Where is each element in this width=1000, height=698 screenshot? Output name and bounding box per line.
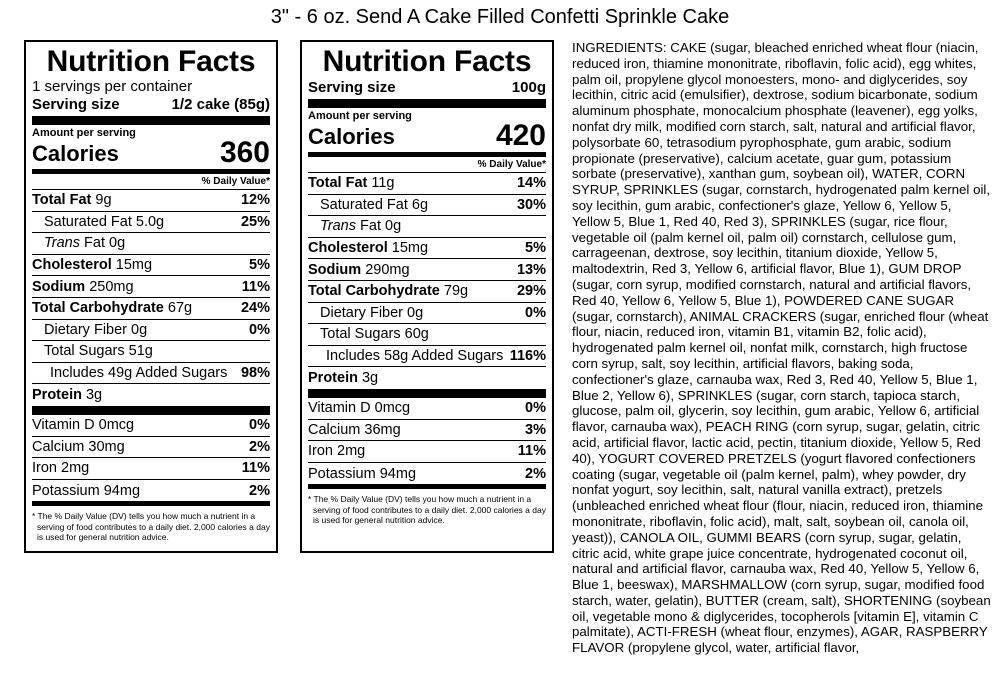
nutrient-dv: 5% xyxy=(525,240,546,257)
iron-row xyxy=(32,458,270,480)
nutrient-dv: 116% xyxy=(509,348,546,365)
nutrient-amount: 0g xyxy=(109,235,126,252)
amount-per-serving: Amount per serving xyxy=(308,110,412,122)
protein-row xyxy=(308,367,546,389)
serving-size-label: Serving size xyxy=(32,96,120,113)
divider-thick xyxy=(32,406,270,415)
nutrient-dv: 3% xyxy=(525,421,546,438)
nutrient-amount: 6g xyxy=(411,196,429,213)
total-carbohydrate-row xyxy=(308,281,546,303)
added-sugars-row xyxy=(308,346,546,368)
potassium-row xyxy=(32,480,270,502)
nutrient-label: Saturated Fat xyxy=(44,213,132,230)
nutrient-dv: 98% xyxy=(240,365,270,382)
nutrient-label: Includes 49g Added Sugars xyxy=(50,365,228,382)
page-title: 3" - 6 oz. Send A Cake Filled Confetti Sprinkle Cake xyxy=(270,6,730,28)
nutrient-label: Total Carbohydrate xyxy=(32,300,164,317)
potassium-row xyxy=(308,463,546,485)
serving-size-label: Serving size xyxy=(308,79,396,96)
nutrient-label: Potassium xyxy=(32,482,100,499)
divider-thick xyxy=(308,389,546,398)
nutrient-dv: 11% xyxy=(241,460,270,477)
nutrient-amount: 0g xyxy=(407,304,424,321)
total-sugars-row xyxy=(308,324,546,346)
nutrient-amount: 30mg xyxy=(88,438,125,455)
saturated-fat-row xyxy=(308,195,546,217)
nutrient-label: Total Carbohydrate xyxy=(308,283,440,300)
nutrient-label: Total Sugars xyxy=(320,326,401,343)
nutrient-label: Dietary Fiber xyxy=(44,321,127,338)
nutrient-amount: 9g xyxy=(95,192,112,209)
nutrient-amount: 15mg xyxy=(115,257,153,274)
servings-per-container: 1 servings per container xyxy=(32,78,193,95)
cholesterol-row xyxy=(32,255,270,277)
nutrient-amount: 250mg xyxy=(89,278,134,295)
nutrient-amount: 5.0g xyxy=(135,213,165,230)
trans-fat-row xyxy=(308,216,546,238)
nutrient-label: Cholesterol xyxy=(32,257,112,274)
nutrient-dv: 13% xyxy=(516,261,546,278)
serving-size-value: 1/2 cake (85g) xyxy=(171,96,270,113)
nutrient-dv: 0% xyxy=(525,304,546,321)
nutrient-label: Total Fat xyxy=(308,175,368,192)
nutrient-amount: 94mg xyxy=(379,465,417,482)
nutrient-label: Saturated Fat xyxy=(320,196,408,213)
total-fat-row xyxy=(308,173,546,195)
sodium-row xyxy=(308,259,546,281)
nutrient-label: Sodium xyxy=(32,278,86,295)
ingredients-text: INGREDIENTS: CAKE (sugar, bleached enriched wheat flour (niacin, reduced iron, thiamine mononitrate, riboflavin, folic acid), egg whites, palm oil, propylene glycol monoesters, mono- and diglycerides, soy lecithin, citric acid (emulsifier), dextrose, sodium bicarbonate, sodium aluminum phosphate, monocalcium phosphate (leavener), egg yolks, nonfat dry milk, modified corn starch, salt, natural and artificial flavor, polysorbate 60, tetrasodium pyrophosphate, gum arabic, sodium propionate (preservative), calcium acetate, guar gum, potassium sorbate (preservative), xanthan gum, soybean oil), WATER, CORN SYRUP, SPRINKLES (sugar, cornstarch, hydrogenated palm kernel oil, soy lecithin, gum arabic, confectioner's glaze, Yellow 6, Yellow 5, Yellow 5, Blue 1, Red 40, Red 3), SPRINKLES (sugar, rice flour, vegetable oil (palm kernel oil, palm oil) cornstarch, cellulose gum, carrageenan, dextrose, soy lecithin, titanium dioxide, Yellow 5, maltodextrin, Red 3, Yellow 6, artificial flavor, Blue 1), GUM DROP (sugar, corn syrup, modified cornstarch, natural and artificial flavors, Red 40, Yellow 6, Yellow 5, Blue 1), POWDERED CANE SUGAR (sugar, cornstarch), ANIMAL CRACKERS (sugar, enriched flour (wheat flour, niacin, reduced iron, vitamin B1, vitamin B2, folic acid), hydrogenated palm kernel oil, nonfat milk, cornstarch, high fructose corn syrup, salt, soy lecithin, artificial flavors, baking soda, confectioner's glaze, carnauba wax, Red 3, Red 40, Yellow 5, Blue 1, Blue 2, Yellow 6), SPRINKLES (sugar, corn starch, tapioca starch, glucose, palm oil, glycerin, soy lecithin, gum arabic, Yellow 6, artificial flavor, carnauba wax), PEACH RING (corn syrup, sugar, gelatin, citric acid, artificial flavor, lactic acid, pectin, titanium dioxide, Yellow 5, Red 40), YOGURT COVERED PRETZELS (yogurt flavored confectioners coating (sugar, vegetable oil (palm kernel, palm), whey powder, dry nonfat yogurt, soy lecithin, salt, natural vanilla extract), pretzels (unbleached enriched wheat flour (flour, niacin, reduced iron, thiamine mononitrate, riboflavin, folic acid), malt, salt, soybean oil, canola oil, yeast)), CANOLA OIL, GUMMI BEARS (corn syrup, sugar, gelatin, citric acid, white grape juice concentrate, hydrogenated coconut oil, natural and artificial flavor, carnauba wax, Red 40, Yellow 5, Yellow 6, Blue 1, beeswax), MARSHMALLOW (corn syrup, sugar, modified food starch, water, gelatin), BUTTER (cream, salt), SHORTENING (soybean oil, vegetable mono & diglycerides, tocopherols [vitamin E], vitamin C palmitate), ACTI-FRESH (wheat flour, enzymes), AGAR, RASPBERRY FLAVOR (propylene glycol, water, artificial flavor, xyxy=(572,40,991,656)
nutrient-dv: 2% xyxy=(249,482,270,499)
nutrient-label: Fat xyxy=(80,235,105,252)
nutrient-dv: 11% xyxy=(517,443,546,460)
footnote-divider xyxy=(308,484,546,526)
nutrient-label: Dietary Fiber xyxy=(320,304,403,321)
nutrient-label: Potassium xyxy=(308,465,376,482)
nutrient-label: Cholesterol xyxy=(308,240,388,257)
nutrient-amount: 51g xyxy=(128,343,153,360)
nutrient-amount: 11g xyxy=(371,175,395,192)
nutrient-dv: 2% xyxy=(525,465,546,482)
nutrient-label-italic: Trans xyxy=(44,235,80,252)
calories-row xyxy=(308,119,546,152)
nutrient-amount: 2mg xyxy=(61,460,90,477)
nutrient-amount: 79g xyxy=(443,283,469,300)
daily-value-header: % Daily Value* xyxy=(308,157,546,173)
total-sugars-row xyxy=(32,341,270,363)
trans-fat-row xyxy=(32,233,270,255)
nutrient-dv: 29% xyxy=(516,283,546,300)
nutrient-label: Total Sugars xyxy=(44,343,125,360)
calories-value: 420 xyxy=(495,119,546,152)
nutrient-label: Iron xyxy=(308,443,333,460)
calcium-row xyxy=(308,420,546,442)
nutrient-amount: 0g xyxy=(385,218,402,235)
protein-row xyxy=(32,384,270,406)
total-carbohydrate-row xyxy=(32,298,270,320)
nutrient-amount: 2mg xyxy=(337,443,366,460)
nutrient-label-italic: Trans xyxy=(320,218,356,235)
nutrient-label: Calcium xyxy=(308,421,361,438)
calories-row xyxy=(32,136,270,169)
nutrient-dv: 24% xyxy=(240,300,270,317)
nutrient-amount: 0g xyxy=(131,321,148,338)
nutrient-dv: 2% xyxy=(249,438,270,455)
added-sugars-row xyxy=(32,363,270,385)
nutrient-label: Protein xyxy=(308,370,358,387)
vitamin-d-row xyxy=(308,398,546,420)
amount-per-serving: Amount per serving xyxy=(32,127,136,139)
nutrient-label: Vitamin D xyxy=(32,417,95,434)
nutrient-label: Total Fat xyxy=(32,192,92,209)
nutrient-amount: 94mg xyxy=(103,482,141,499)
footnote-divider xyxy=(32,501,270,543)
nutrient-amount: 60g xyxy=(404,326,429,343)
calories-label: Calories xyxy=(308,124,395,149)
nutrient-label: Vitamin D xyxy=(308,400,371,417)
nutrient-label: Fat xyxy=(356,218,381,235)
nutrient-dv: 14% xyxy=(516,175,546,192)
calcium-row xyxy=(32,437,270,459)
nutrition-label-2 xyxy=(300,40,554,553)
nutrient-amount: 0mcg xyxy=(98,417,135,434)
nutrition-label-1 xyxy=(24,40,278,553)
sodium-row xyxy=(32,276,270,298)
nutrient-label: Protein xyxy=(32,387,82,404)
nutrient-amount: 3g xyxy=(361,370,379,387)
nutrient-label: Iron xyxy=(32,460,57,477)
nutrient-dv: 25% xyxy=(240,213,270,230)
nutrient-dv: 0% xyxy=(249,417,270,434)
nutrient-amount: 15mg xyxy=(391,240,429,257)
cholesterol-row xyxy=(308,238,546,260)
dietary-fiber-row xyxy=(308,303,546,325)
iron-row xyxy=(308,441,546,463)
nutrient-amount: 0mcg xyxy=(374,400,411,417)
nutrient-amount: 67g xyxy=(167,300,193,317)
serving-size-value: 100g xyxy=(511,79,546,96)
daily-value-footnote: * The % Daily Value (DV) tells you how much a nutrient in a serving of food contributes to a daily diet. 2,000 calories a day is used for general nutrition advice. xyxy=(308,494,546,526)
dietary-fiber-row xyxy=(32,320,270,342)
nutrient-dv: 0% xyxy=(249,321,270,338)
nutrient-dv: 30% xyxy=(516,196,546,213)
vitamin-d-row xyxy=(32,415,270,437)
calories-label: Calories xyxy=(32,141,119,166)
saturated-fat-row xyxy=(32,212,270,234)
nutrient-label: Includes 58g Added Sugars xyxy=(326,348,504,365)
divider-thick xyxy=(32,116,270,125)
daily-value-footnote: * The % Daily Value (DV) tells you how much a nutrient in a serving of food contributes to a daily diet. 2,000 calories a day is used for general nutrition advice. xyxy=(32,511,270,543)
nutrient-dv: 5% xyxy=(249,257,270,274)
nutrient-dv: 0% xyxy=(525,400,546,417)
nutrient-dv: 12% xyxy=(240,192,270,209)
nutrition-facts-title: Nutrition Facts xyxy=(46,45,256,78)
divider-thick xyxy=(308,99,546,108)
serving-size-row xyxy=(308,78,546,97)
nutrient-amount: 36mg xyxy=(364,421,401,438)
calories-value: 360 xyxy=(219,136,270,169)
nutrition-facts-title: Nutrition Facts xyxy=(322,45,532,78)
nutrient-amount: 290mg xyxy=(365,261,410,278)
nutrient-dv: 11% xyxy=(241,278,270,295)
daily-value-header: % Daily Value* xyxy=(32,174,270,190)
nutrient-label: Sodium xyxy=(308,261,362,278)
serving-size-row xyxy=(32,95,270,114)
total-fat-row xyxy=(32,190,270,212)
nutrient-label: Calcium xyxy=(32,438,85,455)
nutrient-amount: 3g xyxy=(85,387,103,404)
